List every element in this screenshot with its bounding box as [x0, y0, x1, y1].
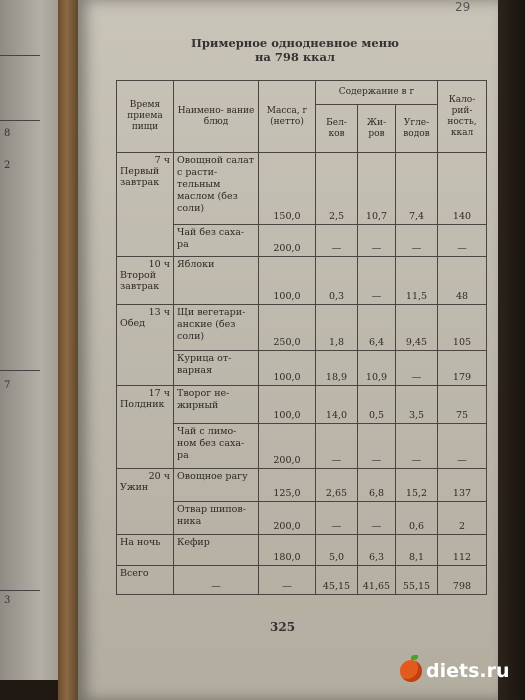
apple-logo-icon [400, 660, 422, 682]
kcal-value: 179 [438, 350, 487, 385]
kcal-value: — [438, 423, 487, 468]
protein-value: 0,3 [316, 256, 358, 305]
page-number: 325 [270, 620, 296, 634]
meal-time-cell [117, 256, 174, 305]
total-carbs: 55,15 [396, 566, 438, 595]
left-page-rule [0, 55, 40, 56]
fat-value: — [358, 224, 396, 256]
meal-time-cell [117, 305, 174, 386]
dish-name: Щи вегетари- анские (без соли) [174, 305, 259, 350]
meal-time: 17 ч [148, 388, 170, 400]
mass-value: 250,0 [259, 305, 316, 350]
protein-value: 18,9 [316, 350, 358, 385]
mass-value: 200,0 [259, 224, 316, 256]
protein-value: 1,8 [316, 305, 358, 350]
page-title [150, 36, 440, 64]
meal-time: 7 ч [154, 155, 170, 166]
left-page-rule [0, 590, 40, 591]
dish-name: Кефир [174, 535, 259, 566]
book-spine [58, 0, 80, 700]
meal-time-cell [117, 386, 174, 469]
meal-time-cell [117, 535, 174, 566]
protein-value: — [316, 502, 358, 535]
table-row [117, 256, 487, 305]
carbs-value: 8,1 [396, 535, 438, 566]
carbs-value: 3,5 [396, 386, 438, 424]
menu-table [116, 80, 487, 595]
meal-time: 20 ч [148, 470, 170, 482]
mass-value: 100,0 [259, 386, 316, 424]
meal-label: Второй завтрак [120, 269, 160, 292]
carbs-value: 0,6 [396, 502, 438, 535]
header-calories: Кало- рий- ность, ккал [438, 81, 487, 153]
header-mass: Масса, г (нетто) [259, 81, 316, 153]
title-line-2: на 798 ккал [254, 50, 336, 64]
dish-name: Овощной салат с расти- тельным маслом (без соли) [174, 153, 259, 225]
header-fat: Жи- ров [358, 105, 396, 153]
meal-label: Ужин [120, 481, 149, 493]
protein-value: 5,0 [316, 535, 358, 566]
kcal-value: 48 [438, 256, 487, 305]
mass-value: 125,0 [259, 468, 316, 501]
total-mass: — [259, 566, 316, 595]
fat-value: 6,3 [358, 535, 396, 566]
meal-label: Обед [120, 318, 145, 330]
fat-value: — [358, 256, 396, 305]
fat-value: 10,9 [358, 350, 396, 385]
dish-name: Чай без саха- ра [174, 224, 259, 256]
meal-label: Полдник [120, 399, 165, 411]
dish-name: Чай с лимо- ном без саха- ра [174, 423, 259, 468]
menu-table-body [117, 153, 487, 595]
mass-value: 200,0 [259, 502, 316, 535]
protein-value: 2,5 [316, 153, 358, 225]
dish-name: Творог не- жирный [174, 386, 259, 424]
kcal-value: 140 [438, 153, 487, 225]
meal-time: 10 ч [148, 258, 170, 270]
carbs-value: — [396, 350, 438, 385]
total-protein: 45,15 [316, 566, 358, 595]
dish-name: Яблоки [174, 256, 259, 305]
fat-value: 10,7 [358, 153, 396, 225]
kcal-value: 137 [438, 468, 487, 501]
carbs-value: — [396, 423, 438, 468]
mass-value: 150,0 [259, 153, 316, 225]
table-row [117, 468, 487, 501]
title-line-1: Примерное однодневное меню [191, 36, 399, 50]
meal-time-cell [117, 153, 174, 257]
kcal-value: 2 [438, 502, 487, 535]
carbs-value: 9,45 [396, 305, 438, 350]
fat-value: — [358, 423, 396, 468]
table-header-row [117, 81, 487, 105]
mass-value: 200,0 [259, 423, 316, 468]
carbs-value: 15,2 [396, 468, 438, 501]
kcal-value: 105 [438, 305, 487, 350]
header-name: Наимено- вание блюд [174, 81, 259, 153]
carbs-value: — [396, 224, 438, 256]
header-carbs: Угле- водов [396, 105, 438, 153]
left-page-number: 8 [4, 128, 11, 139]
mass-value: 100,0 [259, 350, 316, 385]
total-row [117, 566, 487, 595]
header-protein: Бел- ков [316, 105, 358, 153]
total-fat: 41,65 [358, 566, 396, 595]
dish-name: Курица от- варная [174, 350, 259, 385]
meal-label: На ночь [120, 537, 161, 549]
table-row [117, 535, 487, 566]
carbs-value: 11,5 [396, 256, 438, 305]
protein-value: — [316, 224, 358, 256]
left-page-number: 3 [4, 595, 11, 606]
table-row [117, 386, 487, 424]
protein-value: 2,65 [316, 468, 358, 501]
corner-mark: 29 [455, 0, 471, 14]
kcal-value: 112 [438, 535, 487, 566]
page-edge-shadow [498, 0, 525, 700]
fat-value: 6,8 [358, 468, 396, 501]
left-page-rule [0, 370, 40, 371]
mass-value: 100,0 [259, 256, 316, 305]
mass-value: 180,0 [259, 535, 316, 566]
total-name: — [174, 566, 259, 595]
table-row [117, 153, 487, 225]
meal-time-cell [117, 468, 174, 534]
header-time: Время приема пищи [117, 81, 174, 153]
total-label: Всего [117, 566, 174, 595]
carbs-value: 7,4 [396, 153, 438, 225]
meal-label: Первый завтрак [120, 166, 160, 188]
fat-value: — [358, 502, 396, 535]
protein-value: — [316, 423, 358, 468]
fat-value: 0,5 [358, 386, 396, 424]
dish-name: Отвар шипов- ника [174, 502, 259, 535]
table-row [117, 305, 487, 350]
header-content: Содержание в г [316, 81, 438, 105]
meal-time: 13 ч [148, 307, 170, 319]
left-page-rule [0, 120, 40, 121]
left-page-number: 7 [4, 380, 11, 391]
dish-name: Овощное рагу [174, 468, 259, 501]
left-page-fragment [0, 0, 58, 680]
watermark [400, 660, 510, 682]
protein-value: 14,0 [316, 386, 358, 424]
kcal-value: — [438, 224, 487, 256]
kcal-value: 75 [438, 386, 487, 424]
fat-value: 6,4 [358, 305, 396, 350]
total-kcal: 798 [438, 566, 487, 595]
left-page-number: 2 [4, 160, 11, 171]
watermark-text: diets.ru [426, 660, 510, 682]
